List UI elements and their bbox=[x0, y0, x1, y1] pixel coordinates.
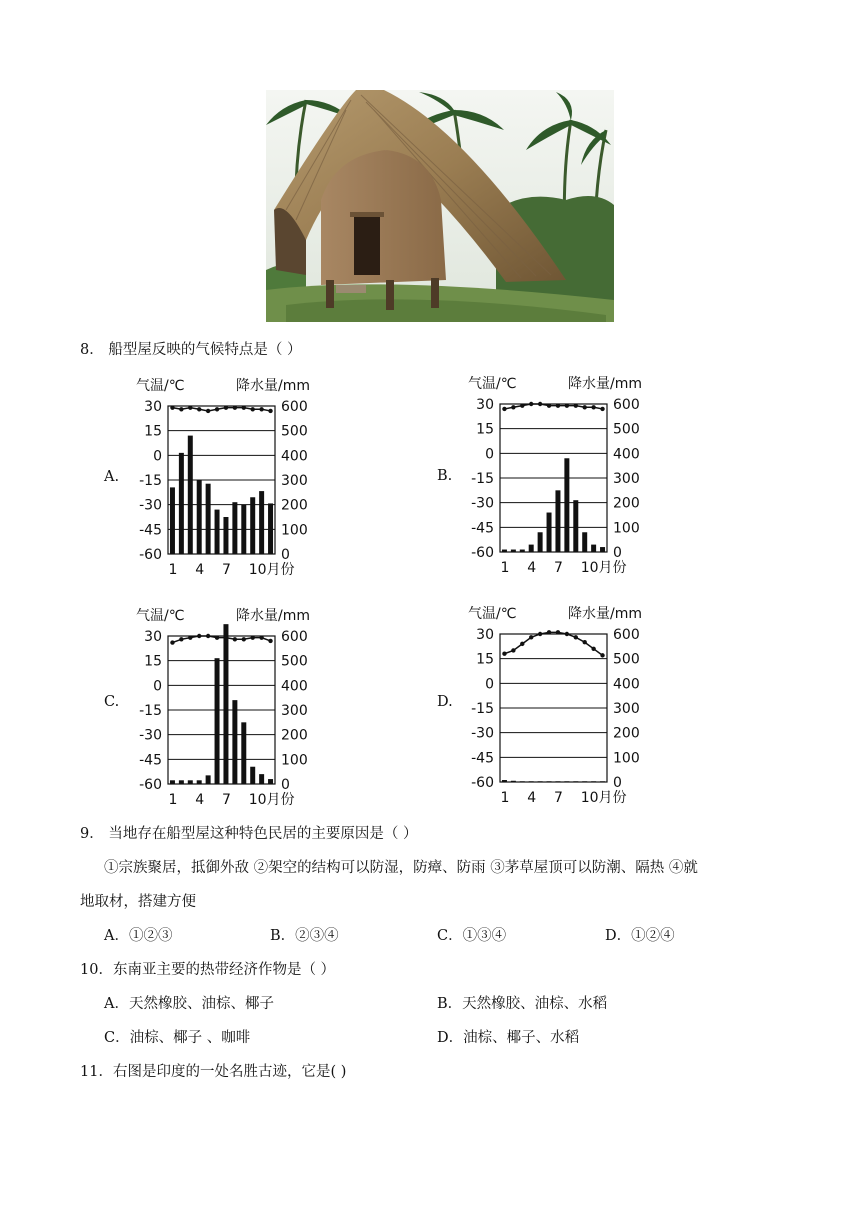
precip-bar bbox=[232, 502, 237, 554]
temp-point bbox=[224, 405, 228, 409]
precip-tick-label: 100 bbox=[613, 750, 640, 767]
precip-bar bbox=[591, 545, 596, 552]
x-tick-label: 1 bbox=[168, 562, 178, 578]
precip-bar bbox=[538, 781, 543, 782]
precip-tick-label: 0 bbox=[613, 545, 622, 561]
temp-point bbox=[268, 409, 272, 413]
precip-bar bbox=[206, 484, 211, 554]
option-d-label: D. bbox=[437, 694, 453, 710]
precip-tick-label: 500 bbox=[281, 423, 308, 440]
temp-point bbox=[538, 632, 542, 636]
temp-point bbox=[251, 635, 255, 639]
precip-bar bbox=[268, 503, 273, 554]
temp-point bbox=[502, 407, 506, 411]
x-tick-label: 7 bbox=[221, 562, 231, 578]
precip-bar bbox=[529, 545, 534, 552]
precip-axis-title: 降水量/mm bbox=[236, 378, 310, 394]
temp-point bbox=[170, 405, 174, 409]
temp-tick-label: 0 bbox=[153, 448, 162, 465]
temp-point bbox=[591, 647, 595, 651]
precip-bar bbox=[555, 490, 560, 552]
temp-point bbox=[215, 407, 219, 411]
temp-tick-label: 15 bbox=[476, 651, 494, 668]
precip-bar bbox=[250, 497, 255, 554]
temp-tick-label: -45 bbox=[139, 752, 162, 769]
temp-tick-label: -60 bbox=[471, 545, 494, 561]
precip-bar bbox=[250, 767, 255, 784]
precip-bar bbox=[241, 505, 246, 554]
precip-tick-label: 200 bbox=[613, 725, 640, 742]
temp-tick-label: -15 bbox=[471, 701, 494, 717]
x-tick-label: 1 bbox=[500, 560, 510, 576]
precip-bar bbox=[511, 550, 516, 552]
temp-tick-label: -30 bbox=[471, 495, 494, 512]
precip-tick-label: 100 bbox=[613, 520, 640, 537]
q10-option-b: B．天然橡胶、油棕、水稻 bbox=[437, 996, 608, 1012]
precip-bar bbox=[197, 480, 202, 554]
precip-axis-title: 降水量/mm bbox=[568, 606, 642, 622]
precip-bar bbox=[511, 781, 516, 782]
temp-point bbox=[268, 639, 272, 643]
temp-axis-title: 气温/℃ bbox=[468, 376, 517, 392]
precip-tick-label: 300 bbox=[613, 701, 640, 717]
temp-tick-label: -30 bbox=[471, 725, 494, 742]
precip-tick-label: 100 bbox=[281, 522, 308, 539]
question-9: 9． 当地存在船型屋这种特色民居的主要原因是（ ） bbox=[80, 826, 418, 842]
q9-option-d: D．①②④ bbox=[605, 928, 675, 944]
temp-point bbox=[556, 403, 560, 407]
temp-tick-label: -15 bbox=[471, 471, 494, 487]
temp-point bbox=[600, 653, 604, 657]
temp-axis-title: 气温/℃ bbox=[468, 606, 517, 622]
temp-tick-label: 0 bbox=[485, 676, 494, 693]
temp-axis-title: 气温/℃ bbox=[136, 608, 185, 624]
temp-line bbox=[504, 632, 602, 655]
x-tick-label: 10月份 bbox=[580, 790, 627, 806]
precip-bar bbox=[197, 780, 202, 784]
precip-bar bbox=[215, 658, 220, 784]
precip-bar bbox=[555, 781, 560, 782]
temp-line bbox=[504, 404, 602, 409]
q10-option-c: C．油棕、椰子 、咖啡 bbox=[104, 1030, 251, 1046]
temp-point bbox=[583, 405, 587, 409]
climate-chart-c bbox=[128, 602, 338, 818]
temp-point bbox=[529, 402, 533, 406]
precip-bar bbox=[582, 532, 587, 552]
x-tick-label: 10月份 bbox=[580, 560, 627, 576]
q9-option-b: B．②③④ bbox=[270, 928, 339, 944]
temp-point bbox=[538, 402, 542, 406]
precip-tick-label: 600 bbox=[613, 397, 640, 413]
temp-point bbox=[206, 409, 210, 413]
temp-point bbox=[547, 403, 551, 407]
temp-tick-label: 30 bbox=[476, 627, 494, 643]
temp-point bbox=[574, 403, 578, 407]
precip-bar bbox=[170, 487, 175, 554]
option-b-label: B. bbox=[437, 468, 453, 484]
temp-point bbox=[179, 407, 183, 411]
boat-house-photo bbox=[266, 90, 614, 322]
temp-tick-label: -30 bbox=[139, 497, 162, 514]
x-tick-label: 4 bbox=[527, 560, 537, 576]
q9-option-c: C．①③④ bbox=[437, 928, 507, 944]
temp-tick-label: 15 bbox=[476, 421, 494, 438]
temp-tick-label: -45 bbox=[471, 750, 494, 767]
temp-tick-label: -15 bbox=[139, 473, 162, 489]
temp-point bbox=[251, 407, 255, 411]
temp-point bbox=[511, 648, 515, 652]
precip-bar bbox=[591, 781, 596, 782]
precip-bar bbox=[179, 780, 184, 784]
precip-tick-label: 0 bbox=[281, 547, 290, 563]
temp-tick-label: -60 bbox=[471, 775, 494, 791]
temp-point bbox=[197, 634, 201, 638]
temp-point bbox=[197, 407, 201, 411]
temp-point bbox=[188, 405, 192, 409]
precip-tick-label: 400 bbox=[613, 446, 640, 463]
q10-option-a: A．天然橡胶、油棕、椰子 bbox=[104, 996, 274, 1012]
precip-tick-label: 100 bbox=[281, 752, 308, 769]
precip-tick-label: 500 bbox=[613, 421, 640, 438]
precip-tick-label: 400 bbox=[281, 448, 308, 465]
temp-point bbox=[583, 640, 587, 644]
temp-point bbox=[233, 405, 237, 409]
precip-bar bbox=[170, 780, 175, 784]
question-9-statements-cont: 地取材，搭建方便 bbox=[80, 894, 196, 910]
temp-point bbox=[520, 642, 524, 646]
temp-tick-label: -45 bbox=[471, 520, 494, 537]
precip-bar bbox=[547, 513, 552, 552]
precip-bar bbox=[188, 780, 193, 784]
temp-point bbox=[242, 405, 246, 409]
temp-tick-label: 15 bbox=[144, 653, 162, 670]
precip-bar bbox=[573, 500, 578, 552]
x-tick-label: 7 bbox=[553, 790, 563, 806]
precip-bar bbox=[582, 781, 587, 782]
temp-point bbox=[502, 652, 506, 656]
precip-bar bbox=[188, 436, 193, 554]
precip-bar bbox=[259, 491, 264, 554]
question-9-statements: ①宗族聚居，抵御外敌 ②架空的结构可以防湿，防瘴、防雨 ③茅草屋顶可以防潮、隔热 ④就 bbox=[104, 860, 698, 876]
x-tick-label: 4 bbox=[527, 790, 537, 806]
precip-tick-label: 400 bbox=[281, 678, 308, 695]
precip-bar bbox=[223, 624, 228, 784]
option-a-label: A. bbox=[104, 469, 120, 485]
temp-point bbox=[259, 407, 263, 411]
precip-tick-label: 600 bbox=[281, 629, 308, 645]
precip-bar bbox=[206, 775, 211, 784]
precip-bar bbox=[259, 774, 264, 784]
precip-bar bbox=[268, 779, 273, 784]
precip-tick-label: 400 bbox=[613, 676, 640, 693]
precip-tick-label: 300 bbox=[281, 703, 308, 719]
precip-bar bbox=[232, 700, 237, 784]
temp-point bbox=[565, 403, 569, 407]
q9-option-a: A．①②③ bbox=[104, 928, 173, 944]
temp-point bbox=[520, 403, 524, 407]
precip-bar bbox=[223, 517, 228, 554]
precip-bar bbox=[600, 781, 605, 782]
precip-bar bbox=[564, 781, 569, 782]
precip-bar bbox=[538, 532, 543, 552]
temp-tick-label: -60 bbox=[139, 547, 162, 563]
temp-tick-label: 15 bbox=[144, 423, 162, 440]
temp-point bbox=[556, 630, 560, 634]
x-tick-label: 1 bbox=[500, 790, 510, 806]
precip-tick-label: 300 bbox=[281, 473, 308, 489]
precip-tick-label: 300 bbox=[613, 471, 640, 487]
precip-tick-label: 600 bbox=[613, 627, 640, 643]
temp-tick-label: -60 bbox=[139, 777, 162, 793]
precip-bar bbox=[241, 722, 246, 784]
temp-axis-title: 气温/℃ bbox=[136, 378, 185, 394]
temp-point bbox=[529, 635, 533, 639]
precip-tick-label: 600 bbox=[281, 399, 308, 415]
temp-point bbox=[233, 637, 237, 641]
question-8: 8． 船型屋反映的气候特点是（ ） bbox=[80, 342, 302, 358]
temp-point bbox=[242, 637, 246, 641]
temp-point bbox=[547, 630, 551, 634]
climate-chart-d bbox=[460, 600, 670, 816]
x-tick-label: 10月份 bbox=[248, 792, 295, 808]
precip-axis-title: 降水量/mm bbox=[236, 608, 310, 624]
q10-option-d: D．油棕、椰子、水稻 bbox=[437, 1030, 580, 1046]
temp-point bbox=[206, 634, 210, 638]
climate-chart-a bbox=[128, 372, 338, 588]
precip-tick-label: 500 bbox=[613, 651, 640, 668]
temp-tick-label: 30 bbox=[144, 399, 162, 415]
temp-point bbox=[565, 632, 569, 636]
precip-bar bbox=[215, 510, 220, 554]
temp-tick-label: 30 bbox=[476, 397, 494, 413]
question-10: 10．东南亚主要的热带经济作物是（ ） bbox=[80, 962, 336, 978]
precip-bar bbox=[529, 781, 534, 782]
question-11: 11．右图是印度的一处名胜古迹，它是( ) bbox=[80, 1064, 347, 1080]
temp-point bbox=[215, 635, 219, 639]
temp-point bbox=[224, 635, 228, 639]
temp-point bbox=[170, 640, 174, 644]
precip-tick-label: 0 bbox=[281, 777, 290, 793]
x-tick-label: 4 bbox=[195, 562, 205, 578]
precip-tick-label: 0 bbox=[613, 775, 622, 791]
precip-tick-label: 200 bbox=[281, 727, 308, 744]
precip-bar bbox=[520, 550, 525, 552]
precip-bar bbox=[179, 453, 184, 554]
temp-point bbox=[179, 637, 183, 641]
precip-tick-label: 200 bbox=[281, 497, 308, 514]
precip-bar bbox=[564, 458, 569, 552]
x-tick-label: 10月份 bbox=[248, 562, 295, 578]
precip-bar bbox=[573, 781, 578, 782]
temp-tick-label: 0 bbox=[485, 446, 494, 463]
temp-point bbox=[511, 405, 515, 409]
precip-bar bbox=[520, 781, 525, 782]
climate-chart-b bbox=[460, 370, 670, 586]
temp-line bbox=[172, 636, 270, 643]
temp-tick-label: -45 bbox=[139, 522, 162, 539]
temp-line bbox=[172, 408, 270, 411]
temp-point bbox=[188, 635, 192, 639]
x-tick-label: 7 bbox=[221, 792, 231, 808]
temp-point bbox=[259, 635, 263, 639]
precip-bar bbox=[600, 547, 605, 552]
precip-tick-label: 500 bbox=[281, 653, 308, 670]
precip-bar bbox=[502, 550, 507, 552]
precip-bar bbox=[502, 780, 507, 782]
x-tick-label: 4 bbox=[195, 792, 205, 808]
x-tick-label: 7 bbox=[553, 560, 563, 576]
precip-bar bbox=[547, 781, 552, 782]
temp-tick-label: -15 bbox=[139, 703, 162, 719]
temp-tick-label: -30 bbox=[139, 727, 162, 744]
option-c-label: C. bbox=[104, 694, 120, 710]
precip-tick-label: 200 bbox=[613, 495, 640, 512]
temp-point bbox=[574, 635, 578, 639]
temp-point bbox=[591, 405, 595, 409]
precip-axis-title: 降水量/mm bbox=[568, 376, 642, 392]
temp-tick-label: 30 bbox=[144, 629, 162, 645]
temp-tick-label: 0 bbox=[153, 678, 162, 695]
x-tick-label: 1 bbox=[168, 792, 178, 808]
temp-point bbox=[600, 407, 604, 411]
